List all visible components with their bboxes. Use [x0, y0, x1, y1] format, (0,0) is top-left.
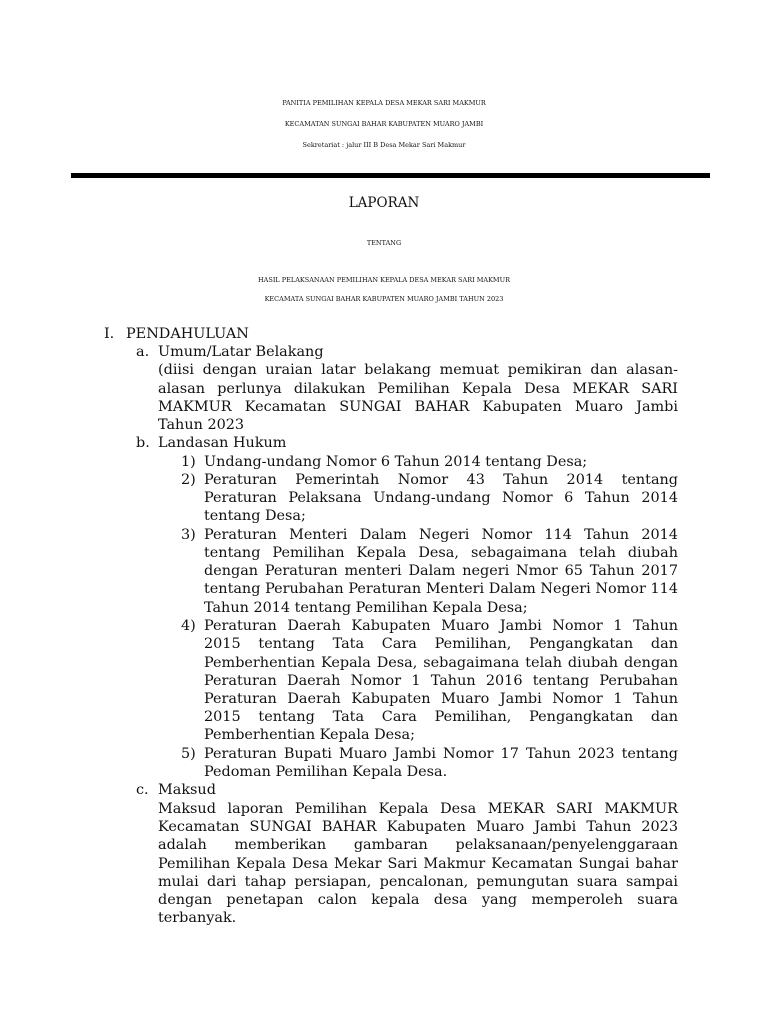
subsection-a-text-line: Tahun 2023 [158, 417, 245, 433]
document-subtitle: TENTANG [366, 239, 402, 247]
legal-basis-line: tentang Perubahan Peraturan Menteri Dalam Negeri Nomor 114 [204, 581, 678, 597]
legal-basis-line: Peraturan Daerah Kabupaten Muaro Jambi Nomor 1 Tahun [204, 691, 678, 707]
subsection-c-text-line: Kecamatan SUNGAI BAHAR Kabupaten Muaro Jambi Tahun 2023 [158, 819, 678, 835]
legal-basis-marker: 1) [181, 454, 196, 470]
legal-basis-line: Pemberhentian Kepala Desa, sebagaimana telah diubah dengan [204, 655, 678, 671]
legal-basis-line: tentang Desa; [204, 508, 306, 524]
legal-basis-line: Undang-undang Nomor 6 Tahun 2014 tentang Desa; [204, 454, 588, 470]
legal-basis-line: 2015 tentang Tata Cara Pemilihan, Pengangkatan dan [204, 709, 678, 725]
legal-basis-line: Tahun 2014 tentang Pemilihan Kepala Desa; [204, 600, 528, 616]
legal-basis-line: tentang Pemilihan Kepala Desa, sebagaimana telah diubah [204, 545, 678, 561]
subsection-a-text-line: (diisi dengan uraian latar belakang memuat pemikiran dan alasan- [158, 362, 678, 378]
subsection-c-text-line: Pemilihan Kepala Desa Mekar Sari Makmur Kecamatan Sungai bahar [158, 856, 678, 872]
subsection-c-text-line: Maksud laporan Pemilihan Kepala Desa MEKAR SARI MAKMUR [158, 801, 678, 817]
legal-basis-line: Pedoman Pemilihan Kepala Desa. [204, 764, 448, 780]
legal-basis-line: Peraturan Menteri Dalam Negeri Nomor 114 Tahun 2014 [204, 527, 678, 543]
subsection-a-title: Umum/Latar Belakang [158, 344, 324, 360]
legal-basis-line: Pemberhentian Kepala Desa; [204, 727, 415, 743]
header-district: KECAMATAN SUNGAI BAHAR KABUPATEN MUARO JAMBI [284, 120, 484, 128]
subsection-c-marker: c. [136, 782, 149, 798]
subsection-a-text-line: alasan perlunya dilakukan Pemilihan Kepala Desa MEKAR SARI [158, 381, 678, 397]
subsection-c-text-line: mulai dari tahap persiapan, pencalonan, pemungutan suara sampai [158, 874, 678, 890]
legal-basis-marker: 4) [181, 618, 196, 634]
subsection-b-marker: b. [136, 435, 150, 451]
letterhead-divider [71, 173, 710, 178]
legal-basis-line: Peraturan Daerah Nomor 1 Tahun 2016 tentang Perubahan [204, 673, 678, 689]
subsection-a-marker: a. [136, 344, 150, 360]
subsection-b-title: Landasan Hukum [158, 435, 287, 451]
subsection-c-text-line: adalah memberikan gambaran pelaksanaan/penyelenggaraan [158, 837, 678, 853]
document-title: LAPORAN [348, 195, 420, 211]
legal-basis-line: dengan Peraturan menteri Dalam negeri Nmor 65 Tahun 2017 [204, 563, 678, 579]
legal-basis-line: Peraturan Pelaksana Undang-undang Nomor 6 Tahun 2014 [204, 490, 678, 506]
header-secretariat: Sekretariat : jalur III B Desa Mekar Sari Makmur [302, 141, 466, 149]
section-title: PENDAHULUAN [126, 326, 249, 342]
legal-basis-line: 2015 tentang Tata Cara Pemilihan, Pengangkatan dan [204, 636, 678, 652]
legal-basis-line: Peraturan Bupati Muaro Jambi Nomor 17 Tahun 2023 tentang [204, 746, 678, 762]
legal-basis-marker: 5) [181, 746, 196, 762]
legal-basis-marker: 3) [181, 527, 196, 543]
legal-basis-marker: 2) [181, 472, 196, 488]
document-heading-line-1: HASIL PELAKSANAAN PEMILIHAN KEPALA DESA MEKAR SARI MAKMUR [258, 276, 510, 284]
subsection-a-text-line: MAKMUR Kecamatan SUNGAI BAHAR Kabupaten Muaro Jambi [158, 399, 678, 415]
subsection-c-title: Maksud [158, 782, 216, 798]
subsection-c-text-line: terbanyak. [158, 910, 237, 926]
legal-basis-line: Peraturan Daerah Kabupaten Muaro Jambi Nomor 1 Tahun [204, 618, 678, 634]
legal-basis-line: Peraturan Pemerintah Nomor 43 Tahun 2014 tentang [204, 472, 678, 488]
document-heading-line-2: KECAMATA SUNGAI BAHAR KABUPATEN MUARO JAMBI TAHUN 2023 [264, 295, 504, 303]
header-committee: PANITIA PEMILIHAN KEPALA DESA MEKAR SARI MAKMUR [282, 99, 486, 107]
section-number: I. [104, 326, 115, 342]
subsection-c-text-line: dengan penetapan calon kepala desa yang memperoleh suara [158, 892, 678, 908]
